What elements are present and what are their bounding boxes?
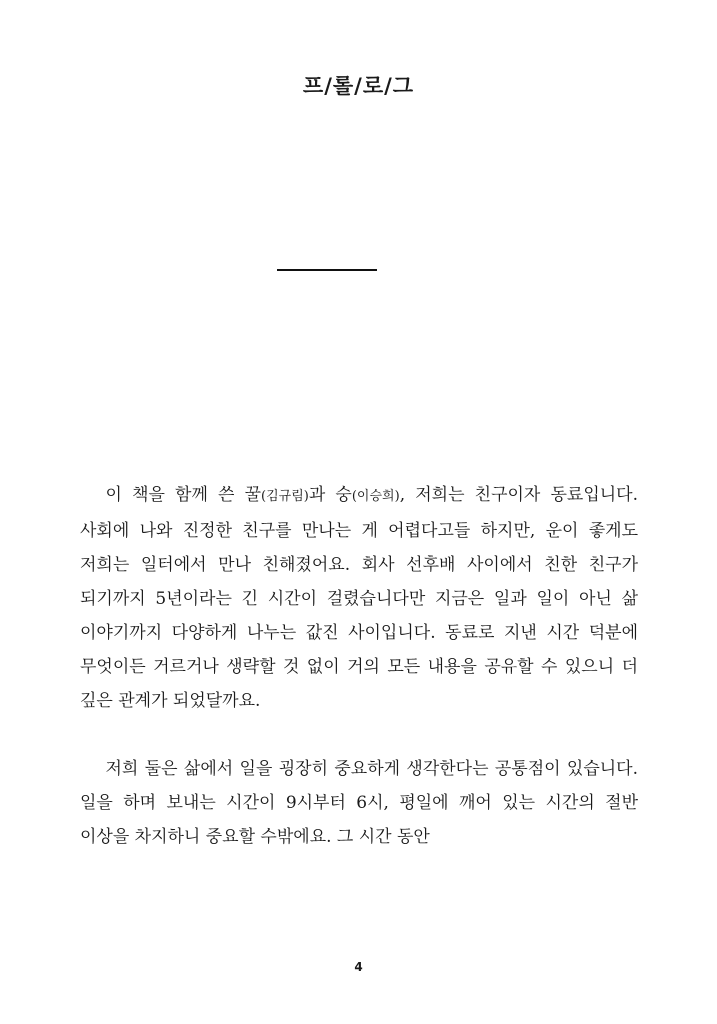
author2-real-name: (이승희)	[351, 489, 400, 504]
paragraph-1-between: 과 숭	[308, 485, 352, 505]
title-divider	[277, 269, 377, 271]
body-text	[80, 478, 638, 854]
author1-real-name: (김규림)	[261, 489, 309, 504]
page-number: 4	[354, 960, 363, 974]
paragraph-1-rest: , 저희는 친구이자 동료입니다. 사회에 나와 진정한 친구를 만나는 게 어렵다고들 하지만, 운이 좋게도 저희는 일터에서 만나 친해졌어요. 회사 선후배 사이에서 친한 친구가 되기까지 5년이라는 긴 시간이 걸렸습니다만 지금은 일과 일이 아닌 삶 이야기까지 다양하게 나누는 값진 사이입니다. 동료로 지낸 시간 덕분에 무엇이든 거르거나 생략할 것 없이 거의 모든 내용을 공유할 수 있으니 더 깊은 관계가 되었달까요.	[80, 485, 638, 711]
paragraph-2: 저희 둘은 삶에서 일을 굉장히 중요하게 생각한다는 공통점이 있습니다. 일을 하며 보내는 시간이 9시부터 6시, 평일에 깨어 있는 시간의 절반 이상을 차지하니 중요할 수밖에요. 그 시간 동안	[80, 759, 638, 847]
paragraph-1	[80, 478, 638, 718]
page-title: 프/롤/로/그	[302, 74, 415, 98]
paragraph-1-intro: 이 책을 함께 쓴 꿀	[105, 485, 262, 505]
